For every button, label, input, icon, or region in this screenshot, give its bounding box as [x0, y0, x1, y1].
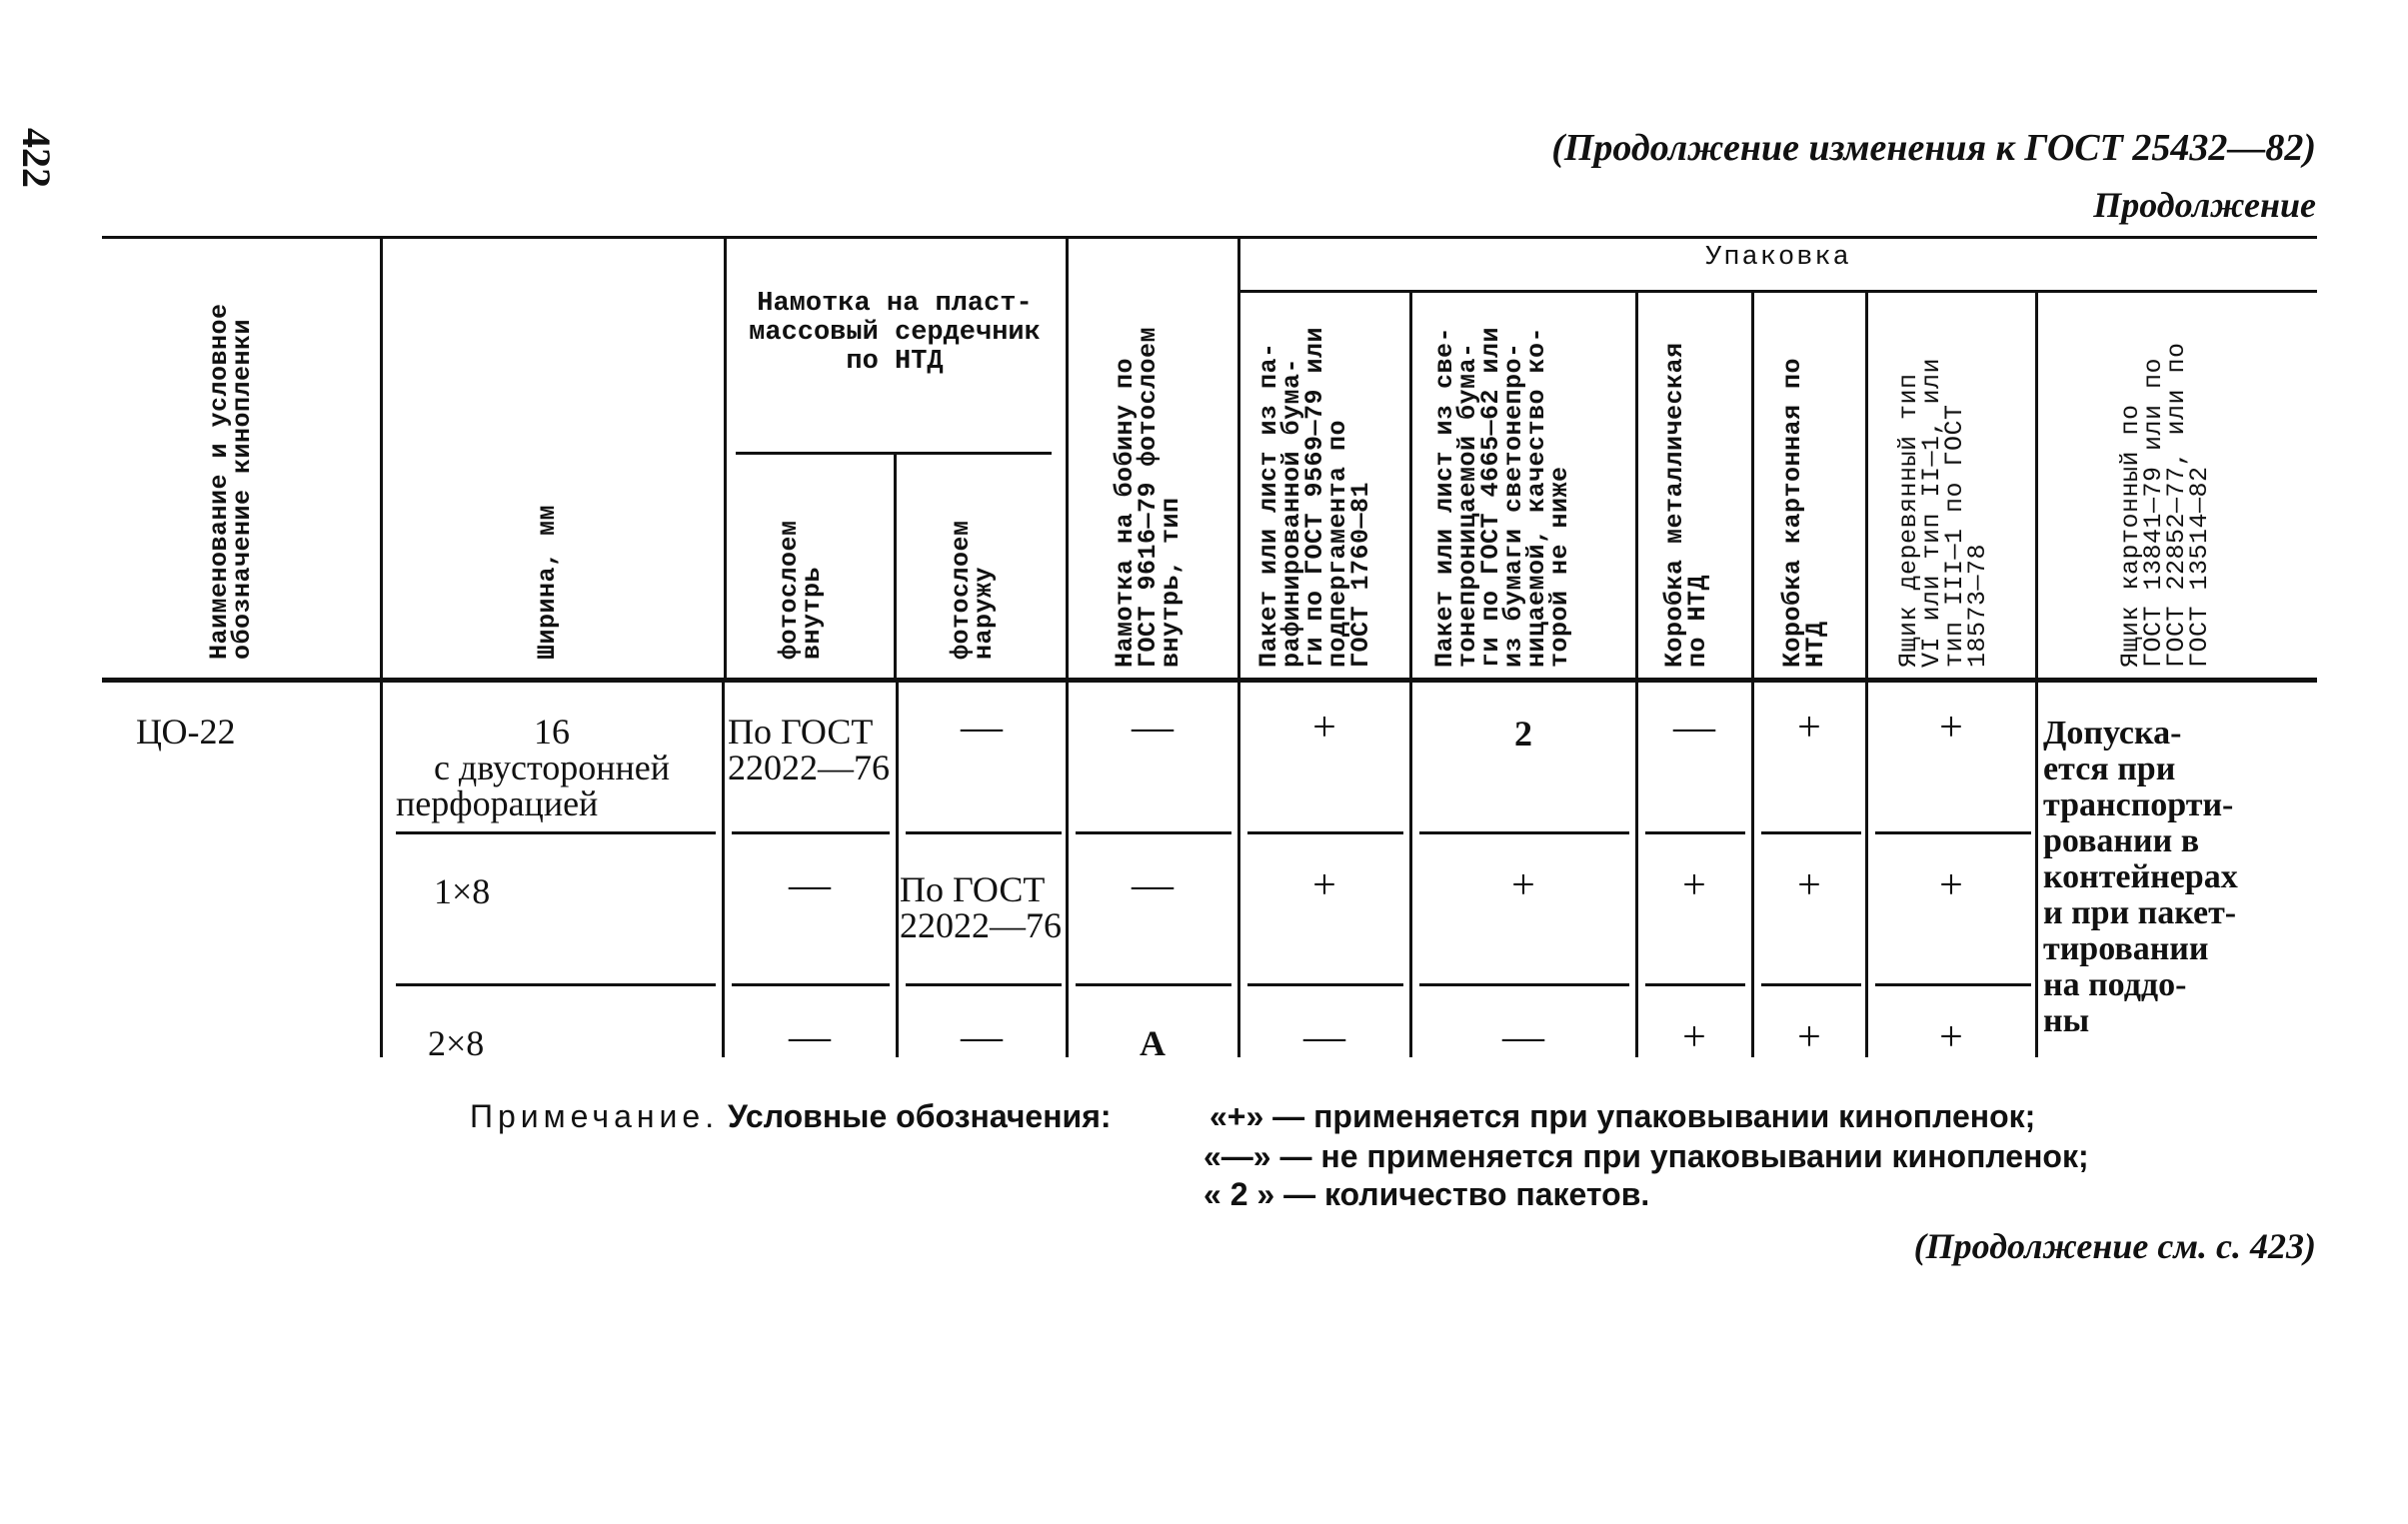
row1-box-metal: — [1673, 705, 1715, 751]
row2-pkg-lightproof: + [1511, 862, 1535, 908]
row2-box-metal: + [1682, 862, 1706, 908]
row1-width-desc2: перфорацией [396, 783, 599, 823]
film-name: ЦО-22 [136, 712, 236, 752]
header-bobbin: Намотка на бобину по ГОСТ 9616—79 фотослоем внутрь, тип [1111, 326, 1186, 668]
row1-box-cardboard: + [1797, 705, 1821, 751]
row3-emulsion-in: — [789, 1014, 831, 1060]
continued-on: (Продолжение см. с. 423) [1913, 1226, 2316, 1266]
header-box-metal: Коробка металлическая по НТД [1660, 342, 1712, 668]
row2-emulsion-out: По ГОСТ 22022—76 [900, 869, 1062, 945]
row2-pkg-paraffin: + [1312, 862, 1336, 908]
header-crate-cardboard: Ящик картонный по ГОСТ 13841—79 или по ГОСТ 22852—77, или по ГОСТ 13514—82 [2116, 342, 2214, 668]
header-box-cardboard: Коробка картонная по НТД [1778, 357, 1830, 668]
row3-crate-wood: + [1939, 1014, 1963, 1060]
row2-width: 1×8 [434, 871, 491, 911]
continuation-label: Продолжение [2093, 185, 2316, 225]
header-crate-wood: Ящик деревянный тип VI или тип II—1, или тип III—1 по ГОСТ 18573—78 [1894, 357, 1992, 668]
header-winding-core: Намотка на пласт- массовый сердечник по НТД [749, 289, 1041, 377]
row1-width [382, 714, 722, 821]
crate-cardboard-note: Допуска- ется при транспорти- ровании в контейнерах и при пакет- тировании на поддо- ны [2043, 715, 2238, 1039]
row1-pkg-lightproof: 2 [1514, 714, 1532, 754]
row1-emulsion-in: По ГОСТ 22022—76 [728, 712, 890, 787]
header-emulsion-in: фотослоем внутрь [775, 520, 827, 660]
note-label: Примечание. [470, 1098, 720, 1134]
row2-box-cardboard: + [1797, 862, 1821, 908]
row1-width-value: 16 [534, 712, 570, 752]
row3-pkg-paraffin: — [1303, 1014, 1345, 1060]
row3-box-metal: + [1682, 1014, 1706, 1060]
row3-box-cardboard: + [1797, 1014, 1821, 1060]
row2-bobbin: — [1132, 862, 1174, 908]
note-intro: Условные обозначения: [728, 1098, 1112, 1134]
row2-crate-wood: + [1939, 862, 1963, 908]
header-packaging: Упаковка [1705, 243, 1851, 273]
note-line-3: « 2 » — количество пакетов. [1204, 1176, 1650, 1212]
row1-pkg-paraffin: + [1312, 705, 1336, 751]
row3-emulsion-out: — [961, 1014, 1003, 1060]
note-line-2: «—» — не применяется при упаковывании кинопленок; [1204, 1138, 2089, 1174]
page-number: 422 [14, 128, 59, 188]
header-width: Ширина, мм [533, 504, 562, 660]
header-name: Наименование и условное обозначение кинопленки [205, 303, 257, 660]
row3-width: 2×8 [428, 1023, 485, 1063]
row1-crate-wood: + [1939, 705, 1963, 751]
header-emulsion-out: фотослоем наружу [947, 520, 999, 660]
header-pkg-lightproof: Пакет или лист из све- тонепроницаемой бума- ги по ГОСТ 4665—62 или из бумаги светонепро- ницаемой, качество ко- торой не ниже [1430, 326, 1574, 668]
header-pkg-paraffin: Пакет или лист из па- рафинированной бума- ги по ГОСТ 9569—79 или подпергамента по ГОСТ 1760—81 [1254, 326, 1375, 668]
row3-pkg-lightproof: — [1502, 1014, 1544, 1060]
row1-bobbin: — [1132, 705, 1174, 751]
row1-width-desc1: с двусторонней [433, 748, 671, 787]
row3-bobbin: А [1140, 1023, 1166, 1063]
row2-emulsion-in: — [789, 862, 831, 908]
row1-emulsion-out: — [961, 705, 1003, 751]
running-head: (Продолжение изменения к ГОСТ 25432—82) [1551, 127, 2316, 169]
note-line-1: «+» — применяется при упаковывании кинопленок; [1209, 1098, 2036, 1134]
